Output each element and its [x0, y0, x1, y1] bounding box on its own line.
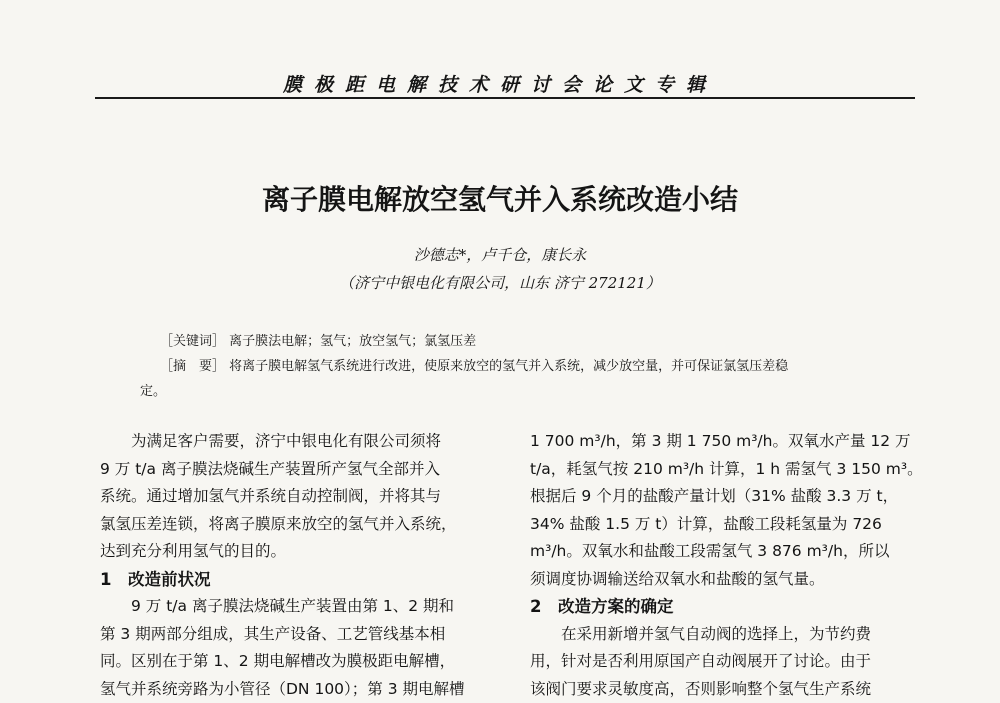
keywords-text: 离子膜法电解；氢气；放空氢气；氯氢压差	[229, 334, 476, 349]
header-rule	[95, 97, 915, 99]
body-line: 9 万 t/a 离子膜法烧碱生产装置由第 1、2 期和	[100, 593, 500, 621]
body-line: 用，针对是否利用原国产自动阀展开了讨论。由于	[530, 648, 930, 676]
body-line: 氢气并系统旁路为小管径（DN 100）；第 3 期电解槽	[100, 676, 500, 703]
body-line: 氯氢压差连锁，将离子膜原来放空的氢气并入系统，	[100, 511, 500, 539]
journal-header: 膜极距电解技术研讨会论文专辑	[0, 70, 1000, 97]
body-line: t/a，耗氢气按 210 m³/h 计算，1 h 需氢气 3 150 m³。	[530, 456, 930, 484]
body-line: 1 700 m³/h，第 3 期 1 750 m³/h。双氧水产量 12 万	[530, 428, 930, 456]
authors: 沙德志*，卢千仓，康长永	[0, 244, 1000, 265]
right-column	[530, 428, 930, 703]
abstract	[160, 355, 788, 374]
abstract-continuation: 定。	[140, 380, 166, 399]
body-line: 须调度协调输送给双氧水和盐酸的氢气量。	[530, 566, 930, 594]
body-line: 该阀门要求灵敏度高，否则影响整个氢气生产系统	[530, 676, 930, 703]
left-column	[100, 428, 500, 703]
body-line: 34% 盐酸 1.5 万 t）计算，盐酸工段耗氢量为 726	[530, 511, 930, 539]
body-line: 为满足客户需要，济宁中银电化有限公司须将	[100, 428, 500, 456]
body-line: 根据后 9 个月的盐酸产量计划（31% 盐酸 3.3 万 t，	[530, 483, 930, 511]
keywords	[160, 330, 476, 349]
body-line: 同。区别在于第 1、2 期电解槽改为膜极距电解槽，	[100, 648, 500, 676]
body-line: 9 万 t/a 离子膜法烧碱生产装置所产氢气全部并入	[100, 456, 500, 484]
abstract-label: ［摘 要］	[160, 359, 225, 374]
keywords-label: ［关键词］	[160, 334, 225, 349]
body-line: 系统。通过增加氢气并系统自动控制阀，并将其与	[100, 483, 500, 511]
section-heading-2: 2 改造方案的确定	[530, 593, 930, 621]
body-line: 在采用新增并氢气自动阀的选择上，为节约费	[530, 621, 930, 649]
body-line: 达到充分利用氢气的目的。	[100, 538, 500, 566]
body-line: m³/h。双氧水和盐酸工段需氢气 3 876 m³/h，所以	[530, 538, 930, 566]
section-heading-1: 1 改造前状况	[100, 566, 500, 594]
paper-title: 离子膜电解放空氢气并入系统改造小结	[0, 178, 1000, 218]
affiliation: （济宁中银电化有限公司，山东 济宁 272121）	[0, 272, 1000, 293]
body-line: 第 3 期两部分组成，其生产设备、工艺管线基本相	[100, 621, 500, 649]
abstract-text: 将离子膜电解氢气系统进行改进，使原来放空的氢气并入系统，减少放空量，并可保证氯氢压差稳	[229, 359, 788, 374]
